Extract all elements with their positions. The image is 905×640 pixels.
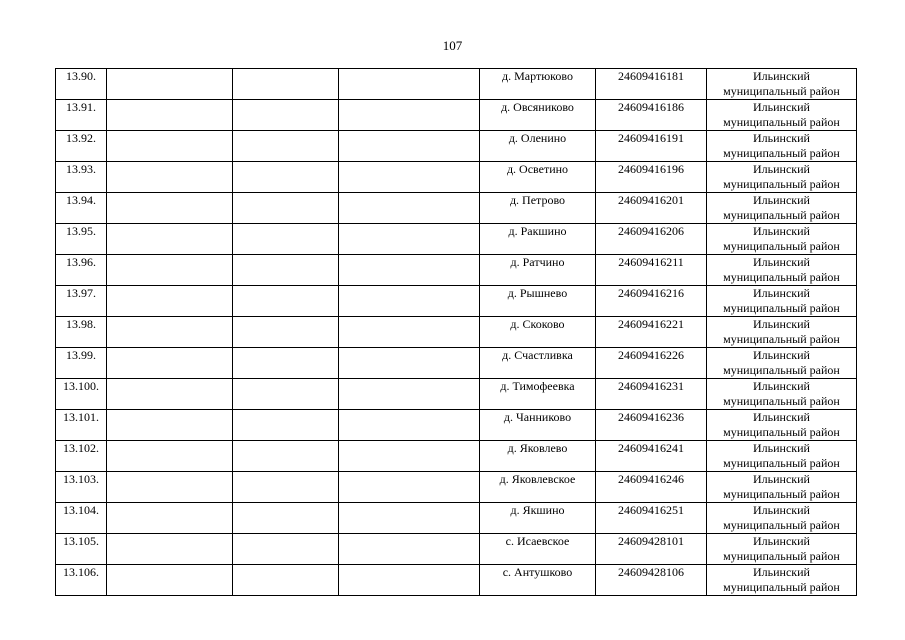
district-line-1: Ильинский (753, 193, 810, 207)
empty-cell (107, 441, 233, 472)
district-line-1: Ильинский (753, 131, 810, 145)
district-line-2: муниципальный район (723, 580, 840, 594)
row-number: 13.90. (56, 69, 107, 100)
empty-cell (107, 410, 233, 441)
district-cell (707, 472, 857, 503)
oktmo-code: 24609416251 (596, 503, 707, 534)
table-row (56, 348, 857, 379)
empty-cell (233, 69, 339, 100)
empty-cell (339, 317, 480, 348)
oktmo-code: 24609416221 (596, 317, 707, 348)
district-line-1: Ильинский (753, 100, 810, 114)
table-row (56, 162, 857, 193)
row-number: 13.98. (56, 317, 107, 348)
settlement-name: д. Овсяниково (480, 100, 596, 131)
district-line-2: муниципальный район (723, 518, 840, 532)
oktmo-code: 24609416216 (596, 286, 707, 317)
empty-cell (107, 348, 233, 379)
table-row (56, 100, 857, 131)
district-line-1: Ильинский (753, 224, 810, 238)
district-line-1: Ильинский (753, 69, 810, 83)
settlement-name: д. Яковлевское (480, 472, 596, 503)
table-body (56, 69, 857, 596)
row-number: 13.96. (56, 255, 107, 286)
district-line-1: Ильинский (753, 534, 810, 548)
row-number: 13.91. (56, 100, 107, 131)
empty-cell (233, 503, 339, 534)
oktmo-code: 24609416231 (596, 379, 707, 410)
oktmo-code: 24609416236 (596, 410, 707, 441)
district-line-1: Ильинский (753, 565, 810, 579)
oktmo-code: 24609416186 (596, 100, 707, 131)
oktmo-code: 24609416196 (596, 162, 707, 193)
district-cell (707, 255, 857, 286)
table-row (56, 503, 857, 534)
empty-cell (107, 162, 233, 193)
table-row (56, 441, 857, 472)
empty-cell (107, 534, 233, 565)
settlement-name: д. Тимофеевка (480, 379, 596, 410)
district-line-1: Ильинский (753, 472, 810, 486)
district-line-2: муниципальный район (723, 239, 840, 253)
settlement-name: д. Ратчино (480, 255, 596, 286)
empty-cell (339, 224, 480, 255)
empty-cell (339, 69, 480, 100)
empty-cell (339, 503, 480, 534)
empty-cell (107, 255, 233, 286)
oktmo-code: 24609416246 (596, 472, 707, 503)
district-cell (707, 69, 857, 100)
empty-cell (339, 472, 480, 503)
empty-cell (233, 131, 339, 162)
district-cell (707, 317, 857, 348)
empty-cell (339, 286, 480, 317)
oktmo-code: 24609416181 (596, 69, 707, 100)
district-cell (707, 348, 857, 379)
district-line-1: Ильинский (753, 348, 810, 362)
oktmo-code: 24609416226 (596, 348, 707, 379)
row-number: 13.102. (56, 441, 107, 472)
row-number: 13.103. (56, 472, 107, 503)
district-line-2: муниципальный район (723, 549, 840, 563)
table-row (56, 224, 857, 255)
settlement-name: д. Петрово (480, 193, 596, 224)
empty-cell (339, 348, 480, 379)
empty-cell (107, 69, 233, 100)
row-number: 13.106. (56, 565, 107, 596)
district-cell (707, 286, 857, 317)
table-row (56, 69, 857, 100)
empty-cell (233, 255, 339, 286)
district-cell (707, 100, 857, 131)
empty-cell (233, 193, 339, 224)
empty-cell (339, 193, 480, 224)
district-line-2: муниципальный район (723, 394, 840, 408)
empty-cell (107, 503, 233, 534)
empty-cell (339, 534, 480, 565)
empty-cell (233, 472, 339, 503)
district-cell (707, 224, 857, 255)
table-row (56, 410, 857, 441)
settlement-name: д. Счастливка (480, 348, 596, 379)
settlement-name: д. Якшино (480, 503, 596, 534)
empty-cell (233, 224, 339, 255)
empty-cell (233, 317, 339, 348)
empty-cell (107, 131, 233, 162)
oktmo-code: 24609416241 (596, 441, 707, 472)
table-row (56, 317, 857, 348)
empty-cell (107, 317, 233, 348)
row-number: 13.105. (56, 534, 107, 565)
table-row (56, 193, 857, 224)
district-line-1: Ильинский (753, 503, 810, 517)
settlement-name: д. Ракшино (480, 224, 596, 255)
district-line-2: муниципальный район (723, 84, 840, 98)
oktmo-code: 24609428106 (596, 565, 707, 596)
empty-cell (339, 255, 480, 286)
district-line-2: муниципальный район (723, 146, 840, 160)
district-cell (707, 131, 857, 162)
district-cell (707, 565, 857, 596)
row-number: 13.93. (56, 162, 107, 193)
empty-cell (233, 286, 339, 317)
registry-table (55, 68, 857, 596)
oktmo-code: 24609416206 (596, 224, 707, 255)
empty-cell (107, 193, 233, 224)
settlement-name: с. Исаевское (480, 534, 596, 565)
empty-cell (233, 441, 339, 472)
district-line-1: Ильинский (753, 410, 810, 424)
page-number: 107 (442, 38, 463, 53)
settlement-name: д. Яковлево (480, 441, 596, 472)
district-cell (707, 534, 857, 565)
district-line-2: муниципальный район (723, 487, 840, 501)
district-line-1: Ильинский (753, 317, 810, 331)
settlement-name: д. Скоково (480, 317, 596, 348)
empty-cell (233, 565, 339, 596)
empty-cell (233, 410, 339, 441)
settlement-name: д. Рышнево (480, 286, 596, 317)
district-line-2: муниципальный район (723, 208, 840, 222)
empty-cell (107, 565, 233, 596)
table-row (56, 565, 857, 596)
row-number: 13.95. (56, 224, 107, 255)
district-line-1: Ильинский (753, 255, 810, 269)
district-cell (707, 410, 857, 441)
row-number: 13.100. (56, 379, 107, 410)
settlement-name: д. Мартюково (480, 69, 596, 100)
oktmo-code: 24609428101 (596, 534, 707, 565)
empty-cell (339, 131, 480, 162)
table-row (56, 286, 857, 317)
row-number: 13.97. (56, 286, 107, 317)
district-line-2: муниципальный район (723, 456, 840, 470)
oktmo-code: 24609416211 (596, 255, 707, 286)
row-number: 13.101. (56, 410, 107, 441)
table-row (56, 255, 857, 286)
district-line-1: Ильинский (753, 441, 810, 455)
empty-cell (339, 410, 480, 441)
empty-cell (339, 565, 480, 596)
table-row (56, 131, 857, 162)
empty-cell (233, 100, 339, 131)
district-cell (707, 193, 857, 224)
empty-cell (107, 100, 233, 131)
oktmo-code: 24609416191 (596, 131, 707, 162)
table-row (56, 472, 857, 503)
district-cell (707, 441, 857, 472)
empty-cell (233, 348, 339, 379)
empty-cell (107, 286, 233, 317)
district-line-1: Ильинский (753, 162, 810, 176)
empty-cell (107, 379, 233, 410)
district-line-2: муниципальный район (723, 270, 840, 284)
empty-cell (233, 534, 339, 565)
district-line-2: муниципальный район (723, 363, 840, 377)
empty-cell (339, 441, 480, 472)
district-cell (707, 379, 857, 410)
settlement-name: с. Антушково (480, 565, 596, 596)
settlement-name: д. Чанниково (480, 410, 596, 441)
empty-cell (339, 100, 480, 131)
row-number: 13.92. (56, 131, 107, 162)
empty-cell (233, 379, 339, 410)
district-line-1: Ильинский (753, 286, 810, 300)
settlement-name: д. Оленино (480, 131, 596, 162)
district-line-2: муниципальный район (723, 115, 840, 129)
district-line-2: муниципальный район (723, 177, 840, 191)
table-row (56, 534, 857, 565)
row-number: 13.99. (56, 348, 107, 379)
district-cell (707, 503, 857, 534)
table-row (56, 379, 857, 410)
district-line-1: Ильинский (753, 379, 810, 393)
district-cell (707, 162, 857, 193)
empty-cell (233, 162, 339, 193)
row-number: 13.94. (56, 193, 107, 224)
settlement-name: д. Осветино (480, 162, 596, 193)
oktmo-code: 24609416201 (596, 193, 707, 224)
district-line-2: муниципальный район (723, 332, 840, 346)
empty-cell (107, 472, 233, 503)
empty-cell (339, 379, 480, 410)
empty-cell (107, 224, 233, 255)
district-line-2: муниципальный район (723, 301, 840, 315)
empty-cell (339, 162, 480, 193)
district-line-2: муниципальный район (723, 425, 840, 439)
row-number: 13.104. (56, 503, 107, 534)
